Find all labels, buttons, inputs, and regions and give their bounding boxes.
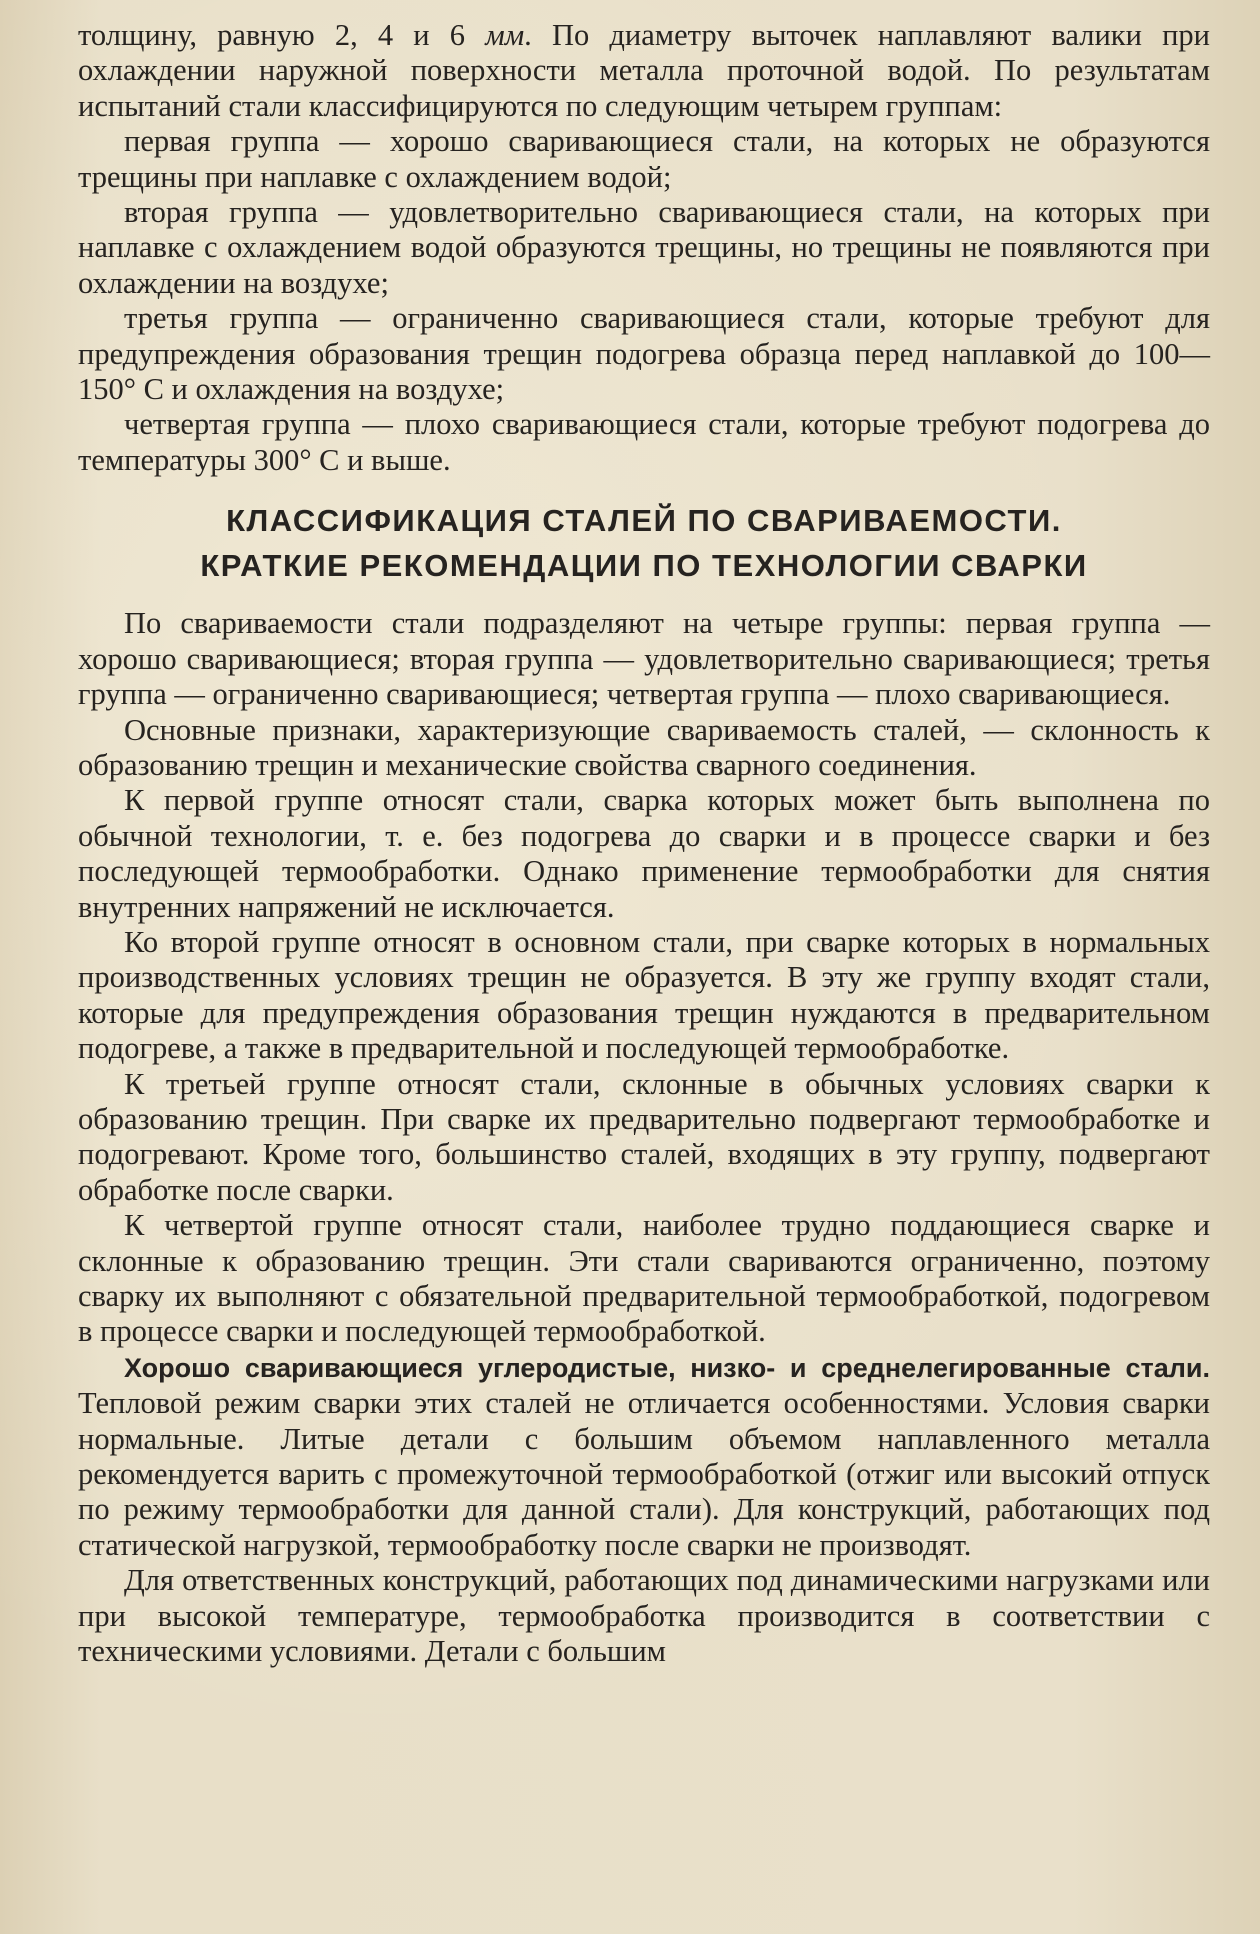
- unit-mm: мм: [485, 18, 525, 52]
- intro-paragraph: [78, 18, 1210, 124]
- last-paragraph: Для ответственных конструкций, работающих под динамическими нагрузками или при высокой температуре, термообработка производится в соответствии с техническими условиями. Детали с большим: [78, 1563, 1210, 1669]
- body-paragraph-groups: По свариваемости стали подразделяют на четыре группы: первая группа — хорошо сваривающиеся; вторая группа — удовлетворительно сваривающиеся; третья группа — ограниченно сваривающиеся; четвертая группа — плохо сваривающиеся.: [78, 606, 1210, 712]
- section-heading: [78, 498, 1210, 588]
- body-paragraph-fourth-group: К четвертой группе относят стали, наиболее трудно поддающиеся сварке и склонные к образованию трещин. Эти стали свариваются ограниченно, поэтому сварку их выполняют с обязательной предварительной термообработкой, подогревом в процессе сварки и последующей термообработкой.: [78, 1208, 1210, 1349]
- bold-lead-text: Хорошо сваривающиеся углеродистые, низко- и среднелегированные стали.: [124, 1352, 1210, 1383]
- group-four-item: четвертая группа — плохо сваривающиеся стали, которые требуют подогрева до температуры 300° С и выше.: [78, 407, 1210, 477]
- body-paragraph-first-group: К первой группе относят стали, сварка которых может быть выполнена по обычной технологии, т. е. без подогрева до сварки и в процессе сварки и без последующей термообработки. Однако применение термообработки для снятия внутренних напряжений не исключается.: [78, 783, 1210, 924]
- bold-lead-paragraph: [78, 1350, 1210, 1563]
- body-paragraph-third-group: К третьей группе относят стали, склонные в обычных условиях сварки к образованию трещин. При сварке их предварительно подвергают термообработке и подогревают. Кроме того, большинство сталей, входящих в эту группу, подвергают обработке после сварки.: [78, 1066, 1210, 1207]
- body-paragraph-second-group: Ко второй группе относят в основном стали, при сварке которых в нормальных производственных условиях трещин не образуется. В эту же группу входят стали, которые для предупреждения образования трещин нуждаются в предварительном подогреве, а также в предварительной и последующей термообработке.: [78, 924, 1210, 1066]
- group-two-item: вторая группа — удовлетворительно сваривающиеся стали, на которых при наплавке с охлаждением водой образуются трещины, но трещины не появляются при охлаждении на воздухе;: [78, 195, 1210, 300]
- intro-lead: толщину, равную 2, 4 и 6: [78, 18, 486, 52]
- bold-paragraph-rest: Тепловой режим сварки этих сталей не отличается особенностями. Условия сварки нормальные. Литые детали с большим объемом наплавленного металла рекомендуется варить с промежуточной термообработкой (отжиг или высокий отпуск по режиму термообработки для данной стали). Для конструкций, работающих под статической нагрузкой, термообработку после сварки не производят.: [78, 1386, 1210, 1562]
- group-one-item: первая группа — хорошо сваривающиеся стали, на которых не образуются трещины при наплавке с охлаждением водой;: [78, 124, 1210, 194]
- heading-line-2: КРАТКИЕ РЕКОМЕНДАЦИИ ПО ТЕХНОЛОГИИ СВАРКИ: [200, 548, 1088, 584]
- page-text: [78, 18, 1210, 1669]
- intro-rest: . По диаметру выточек наплавляют валики при охлаждении наружной поверхности металла проточной водой. По результатам испытаний стали классифицируются по следующим четырем группам:: [78, 18, 1210, 123]
- body-paragraph-signs: Основные признаки, характеризующие свариваемость сталей, — склонность к образованию трещин и механические свойства сварного соединения.: [78, 712, 1210, 782]
- group-three-item: третья группа — ограниченно сваривающиеся стали, которые требуют для предупреждения образования трещин подогрева образца перед наплавкой до 100—150° С и охлаждения на воздухе;: [78, 301, 1210, 407]
- heading-line-1: КЛАССИФИКАЦИЯ СТАЛЕЙ ПО СВАРИВАЕМОСТИ.: [226, 503, 1062, 539]
